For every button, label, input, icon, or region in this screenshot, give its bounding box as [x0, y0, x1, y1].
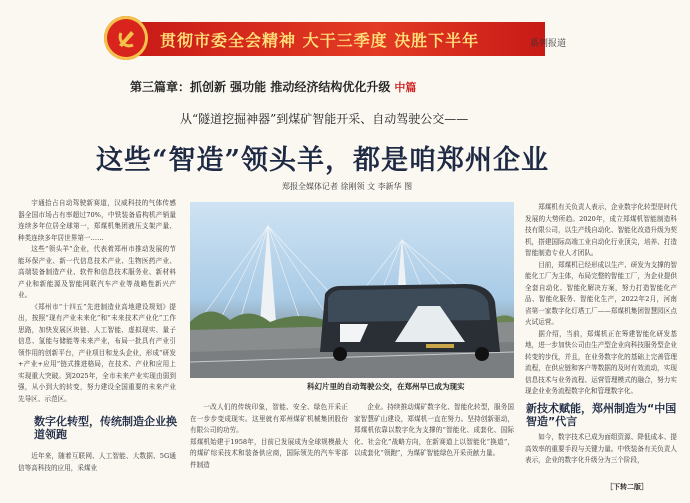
article-column-1	[18, 198, 176, 403]
paragraph: 目前，郑煤机已经形成以生产、研发为支撑的智能化工厂为主体，布局完整的智能工厂，为企业提供全套自动化、智能化解决方案，努力打造智能化产品、智能化服务、智能化生产，2022年2月，河南省第一家数字化灯塔工厂——郑煤机集团智慧园区点火试运营。	[525, 260, 677, 326]
chapter-part-label: 中篇	[394, 81, 417, 94]
banner-series-tag: 系列报道	[530, 39, 567, 49]
paragraph: 《郑州市“十四五”先进制造业高地建设规划》提出，按照“现有产业未来化”和“未来技术产业化”工作思路，加快发展区块链、人工智能、虚拟现实、量子信息、氢能与储能等未来产业，布局一批具有产业引领作用的创新平台，产业项目和龙头企业，形成“研发+产业+应用”链式推进格局，在技术、产业和应用上实现重大突破。到2025年，全市未来产业实现由弱到强，从小到大的转变，努力建设全国重要的未来产业先导区、示范区。	[18, 302, 176, 403]
autonomous-bus-photo	[190, 202, 514, 378]
subheading-new-tech: 新技术赋能，郑州制造为“中国智造”代言	[526, 402, 677, 428]
article-column-1b	[18, 451, 176, 499]
article-column-2	[190, 402, 348, 498]
byline: 郑报全媒体记者 徐刚领 文 李新华 图	[282, 182, 413, 191]
party-emblem-icon	[104, 16, 148, 60]
chapter-title: 第三篇章：抓创新 强功能 推动经济结构优化升级	[130, 80, 391, 94]
paragraph: 据介绍，当前，郑煤机正在筹建智能化研发基地，进一步加快公司由生产型企业向科技服务型企业转变的步伐，并且，在业务数字化的基础上完善管理流程，在供应链和客户等数据的及时有效流动，实现信息技术与业务流程、运营管理模式的融合，努力实现企业业务流程数字化和管理数字化。	[525, 329, 677, 395]
article-column-3	[354, 402, 514, 498]
paragraph: 如今，数字技术已成为面组资源、降低成本、提高效率的重要手段与关键力量。中铁装备有关负责人表示，企业的数字化升级分为三个阶段，	[525, 433, 677, 464]
kicker-line: 从“隧道挖掘神器”到煤矿智能开采、自动驾驶公交——	[180, 112, 469, 126]
paragraph: 郑煤机有关负责人表示，企业数字化转型是时代发展的大势所趋。2020年，成立郑煤机智能制造科技有限公司，以生产线自动化、智能化改造升级为契机，搭建国际高端工业自动化行业顶尖，培养、打造智能制造专业人才团队。	[525, 203, 677, 257]
chapter-heading	[130, 78, 416, 95]
article-column-4	[525, 202, 677, 395]
headline: 这些“智造”领头羊，都是咱郑州企业	[96, 145, 550, 176]
paragraph: 一改人们的传统印象，智能、安全、绿色开采正在一步步变成现实。这里就有郑州煤矿机械集团股份有限公司的功劳。 郑煤机始建于1958年，目前已发展成为全球规模最大的煤矿综采技术和装备供应商，国际领先的汽车零部件制造	[190, 403, 348, 469]
photo-caption: 科幻片里的自动驾驶公交，在郑州早已成为现实	[307, 382, 465, 391]
article-column-4b	[525, 432, 677, 480]
subheading-digital-transformation: 数字化转型，传统制造企业换道领跑	[34, 415, 177, 441]
series-banner	[0, 0, 690, 66]
banner-title: 贯彻市委全会精神 大干三季度 决胜下半年	[160, 31, 480, 50]
paragraph: 宇通拾占自动驾驶新赛道，汉威科技的气体传感器全国市场占有率超过70%，中铁装备盾构机产销量连续多年位居全球第一，郑煤机集团液压支架产量、种类连续多年居世界第一……	[18, 199, 176, 242]
paragraph: 这些“领头羊”企业，代表着郑州市推动发展的节能环保产业、新一代信息技术产业、生物医药产业、高端装备制造产业、软件和信息技术服务业、新材料产业和新能源及智能网联汽车产业等战略性新兴产业。	[18, 245, 176, 299]
paragraph: 近年来，随着互联网、人工智能、大数据、5G通信等高科技的应用，采煤业	[18, 452, 176, 472]
paragraph: 企业。持续推动煤矿数字化、智能化转型，服务国家智慧矿山建设，郑煤机一直在努力。坚持创新驱动，郑煤机依靠以数字化为支撑的“智能化、成套化、国际化、社会化”战略方向，在新赛道上以智能化“换道”，以成套化“领跑”，为煤矿智能绿色开采贡献力量。	[354, 403, 514, 457]
continued-on-page-label: ［下转二版］	[606, 483, 648, 491]
